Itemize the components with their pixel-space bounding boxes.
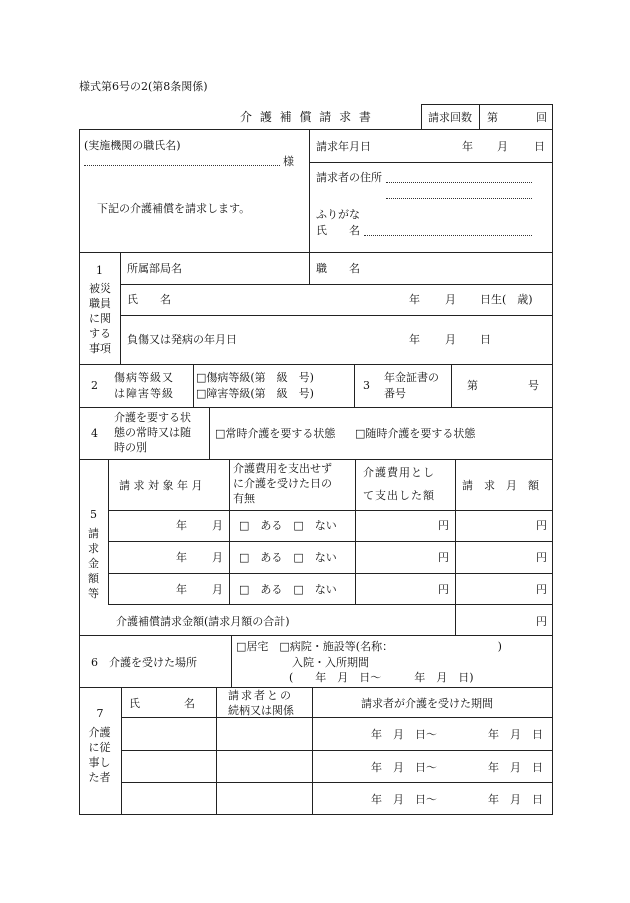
row3-tsuki: 月 <box>212 583 223 596</box>
form-title: 介 護 補 償 請 求 書 <box>240 110 373 124</box>
row3-nen: 年 <box>176 583 187 596</box>
section7-number: 7 <box>96 707 104 720</box>
injury-hi: 日 <box>480 333 491 346</box>
form-number: 様式第6号の2(第8条関係) <box>79 80 208 93</box>
row3-amount-en: 円 <box>536 583 547 596</box>
claimant-name-label: 氏 名 <box>316 224 360 237</box>
row2-amount-en: 円 <box>536 551 547 564</box>
section6-label: 6 介護を受けた場所 <box>91 656 197 669</box>
section4-number: 4 <box>91 427 98 440</box>
section2-number: 2 <box>91 379 98 392</box>
injury-tsuki: 月 <box>445 333 456 346</box>
col-no-expense-line3: 有無 <box>233 492 255 505</box>
pension-dai: 第 <box>467 379 478 392</box>
col-no-expense-line2: に介護を受けた日の <box>233 477 332 490</box>
disability-grade-option[interactable]: □障害等級(第 級 号) <box>196 387 314 400</box>
row1-expense-en: 円 <box>438 519 449 532</box>
section3-label-line1: 年金証書の <box>384 371 439 384</box>
injury-date-label: 負傷又は発病の年月日 <box>127 333 237 346</box>
section1-number: 1 <box>96 264 103 277</box>
care-row2-from: 年 月 日〜 <box>371 761 437 774</box>
sama-label: 様 <box>283 155 294 168</box>
caregiver-name-header: 氏 名 <box>129 697 195 710</box>
care-row2-to: 年 月 日 <box>488 761 543 774</box>
pension-go: 号 <box>528 379 539 392</box>
dept-label: 所属部局名 <box>127 262 182 275</box>
section5-number: 5 <box>90 508 97 521</box>
col-target-month: 請 求 対 象 年 月 <box>119 479 203 492</box>
row2-nen: 年 <box>176 551 187 564</box>
section3-label-line2: 番号 <box>384 387 406 400</box>
occasional-care-option[interactable]: □随時介護を要する状態 <box>355 427 476 440</box>
care-row1-from: 年 月 日〜 <box>371 728 437 741</box>
furigana-label: ふりがな <box>316 208 360 221</box>
row2-tsuki: 月 <box>212 551 223 564</box>
section3-number: 3 <box>363 379 370 392</box>
row2-aru-nai[interactable]: □ ある □ ない <box>239 551 337 564</box>
employee-name-label: 氏 名 <box>127 293 171 306</box>
section5-label: 請求金額等 <box>88 527 99 600</box>
request-count-dai: 第 <box>487 111 498 124</box>
birth-nen: 年 <box>409 293 420 306</box>
section4-label-line1: 介護を要する状 <box>114 411 191 424</box>
request-text: 下記の介護補償を請求します。 <box>97 202 251 215</box>
row1-aru-nai[interactable]: □ ある □ ない <box>239 519 337 532</box>
row1-nen: 年 <box>176 519 187 532</box>
injury-grade-option[interactable]: □傷病等級(第 級 号) <box>196 371 314 384</box>
section4-label-line3: 時の別 <box>114 441 147 454</box>
birth-suffix: 日生( 歳) <box>480 293 533 306</box>
section1-label: 被災職員に関する事項 <box>89 282 111 355</box>
row1-amount-en: 円 <box>536 519 547 532</box>
row3-expense-en: 円 <box>438 583 449 596</box>
address-label: 請求者の住所 <box>316 171 382 184</box>
care-row3-to: 年 月 日 <box>488 793 543 806</box>
row3-aru-nai[interactable]: □ ある □ ない <box>239 583 337 596</box>
total-label: 介護補償請求金額(請求月額の合計) <box>116 615 290 628</box>
request-count-kai: 回 <box>536 111 547 124</box>
relationship-header-line1: 請求者との <box>228 689 293 702</box>
care-place-options[interactable]: □居宅 □病院・施設等(名称： ) <box>236 640 502 653</box>
col-expense-line1: 介護費用とし <box>363 466 435 479</box>
section2-label-line2: は障害等級 <box>114 387 174 400</box>
admission-period-label: 入院・入所期間 <box>292 656 369 669</box>
request-date-tsuki: 月 <box>497 140 508 153</box>
care-row3-from: 年 月 日〜 <box>371 793 437 806</box>
constant-care-option[interactable]: □常時介護を要する状態 <box>215 427 336 440</box>
care-row1-to: 年 月 日 <box>488 728 543 741</box>
row2-expense-en: 円 <box>438 551 449 564</box>
row1-tsuki: 月 <box>212 519 223 532</box>
birth-tsuki: 月 <box>445 293 456 306</box>
request-count-label: 請求回数 <box>428 111 472 124</box>
relationship-header-line2: 続柄又は関係 <box>228 704 294 717</box>
col-no-expense-line1: 介護費用を支出せず <box>233 462 332 475</box>
request-date-hi: 日 <box>534 140 545 153</box>
care-period-header: 請求者が介護を受けた期間 <box>361 697 493 710</box>
col-expense-line2: て支出した額 <box>363 489 435 502</box>
section7-label: 介護に従事した者 <box>88 726 111 784</box>
admission-period-dates: ( 年 月 日〜 年 月 日) <box>289 671 474 684</box>
section2-label-line1: 傷病等級又 <box>114 371 174 384</box>
agency-label: (実施機関の職氏名) <box>84 139 181 152</box>
total-en: 円 <box>536 615 547 628</box>
col-monthly-amount: 請 求 月 額 <box>462 479 539 492</box>
request-date-nen: 年 <box>462 140 473 153</box>
section4-label-line2: 態の常時又は随 <box>114 426 191 439</box>
injury-nen: 年 <box>409 333 420 346</box>
position-label: 職 名 <box>316 262 360 275</box>
request-date-label: 請求年月日 <box>316 140 371 153</box>
